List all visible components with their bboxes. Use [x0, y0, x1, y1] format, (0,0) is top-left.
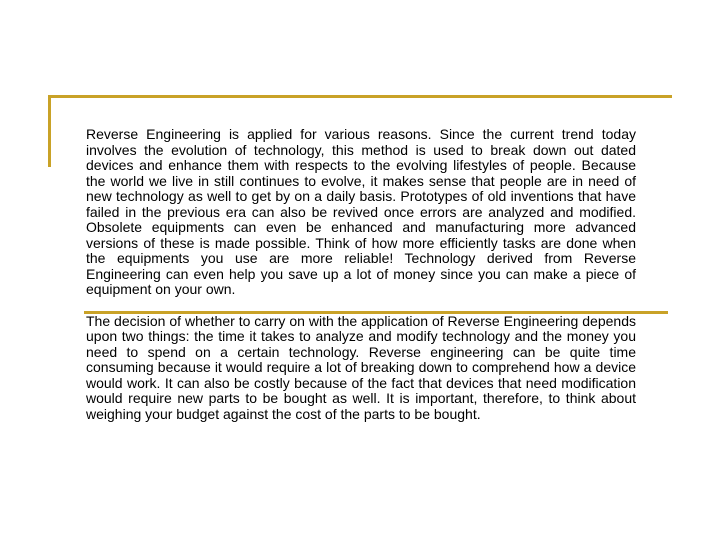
body-text: [86, 127, 636, 422]
paragraph-decision: The decision of whether to carry on with the application of Reverse Engineering depends upon two things: the time it takes to analyze and modify technology and the money you need to spend on a certain technology. Reverse engineering can be quite time consuming because it would require a lot of breaking down to comprehend how a device would work. It can also be costly because of the fact that devices that need modification would require new parts to be bought as well. It is important, therefore, to think about weighing your budget against the cost of the parts to be bought.: [86, 312, 636, 422]
top-accent-rule: [48, 95, 672, 98]
paragraph-reasons: Reverse Engineering is applied for various reasons. Since the current trend today involves the evolution of technology, this method is used to break down out dated devices and enhance them with respects to the evolving lifestyles of people. Because the world we live in still continues to evolve, it makes sense that people are in need of new technology as well to get by on a daily basis. Prototypes of old inventions that have failed in the previous era can also be revived once errors are analyzed and modified. Obsolete equipments can even be enhanced and manufacturing more advanced versions of these is made possible. Think of how more efficiently tasks are done when the equipments you use are more reliable! Technology derived from Reverse Engineering can even help you save up a lot of money since you can make a piece of equipment on your own.: [86, 126, 636, 297]
left-accent-rule: [48, 95, 51, 167]
